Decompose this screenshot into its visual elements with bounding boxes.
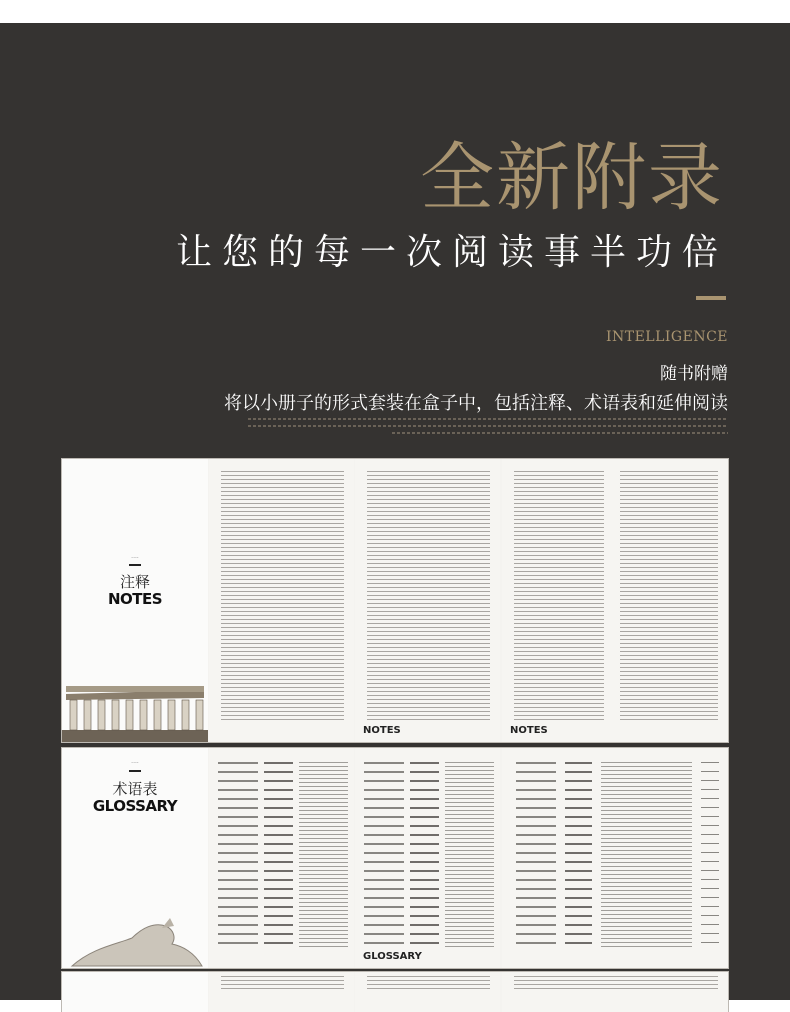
- reading-page-1: [209, 972, 354, 1012]
- glossary-page-3: [502, 748, 728, 968]
- notes-page-1: [209, 459, 354, 742]
- glossary-page-1: [209, 748, 354, 968]
- notes-page-3: [502, 459, 728, 742]
- notes-cover-title-en: NOTES: [107, 590, 163, 608]
- reading-cover-page: [62, 972, 208, 1012]
- intelligence-label: INTELLIGENCE: [605, 329, 728, 345]
- further-reading-booklet: [62, 972, 728, 1012]
- cover-small-caption: ····: [131, 760, 139, 767]
- cover-small-caption: ····: [131, 555, 139, 562]
- accent-rule: [696, 296, 726, 300]
- glossary-cover-title-cn: 术语表: [112, 780, 158, 798]
- horse-sculpture-illustration: [62, 908, 208, 968]
- notes-cover-title-cn: 注释: [119, 573, 150, 591]
- notes-page-footer-1: NOTES: [363, 725, 401, 736]
- glossary-cover-page: [62, 748, 208, 968]
- glossary-booklet: [62, 748, 728, 968]
- glossary-cover-title-en: GLOSSARY: [92, 797, 178, 815]
- fine-print-lines: [248, 418, 728, 439]
- cover-divider: [129, 564, 141, 566]
- page-subtitle: 让您的每一次阅读事半功倍: [175, 232, 728, 273]
- gift-label: 随书附赠: [660, 364, 728, 384]
- notes-page-2: [355, 459, 500, 742]
- glossary-page-2: [355, 748, 500, 968]
- reading-page-3: [502, 972, 728, 1012]
- page-title: 全新附录: [420, 135, 724, 221]
- supplement-description: 将以小册子的形式套装在盒子中，包括注释、术语表和延伸阅读: [224, 393, 728, 414]
- notes-booklet: [62, 459, 728, 742]
- notes-page-footer-2: NOTES: [510, 725, 548, 736]
- glossary-page-footer: GLOSSARY: [363, 951, 422, 962]
- cover-divider: [129, 770, 141, 772]
- temple-illustration: [62, 672, 208, 742]
- notes-cover-page: [62, 459, 208, 742]
- reading-page-2: [355, 972, 500, 1012]
